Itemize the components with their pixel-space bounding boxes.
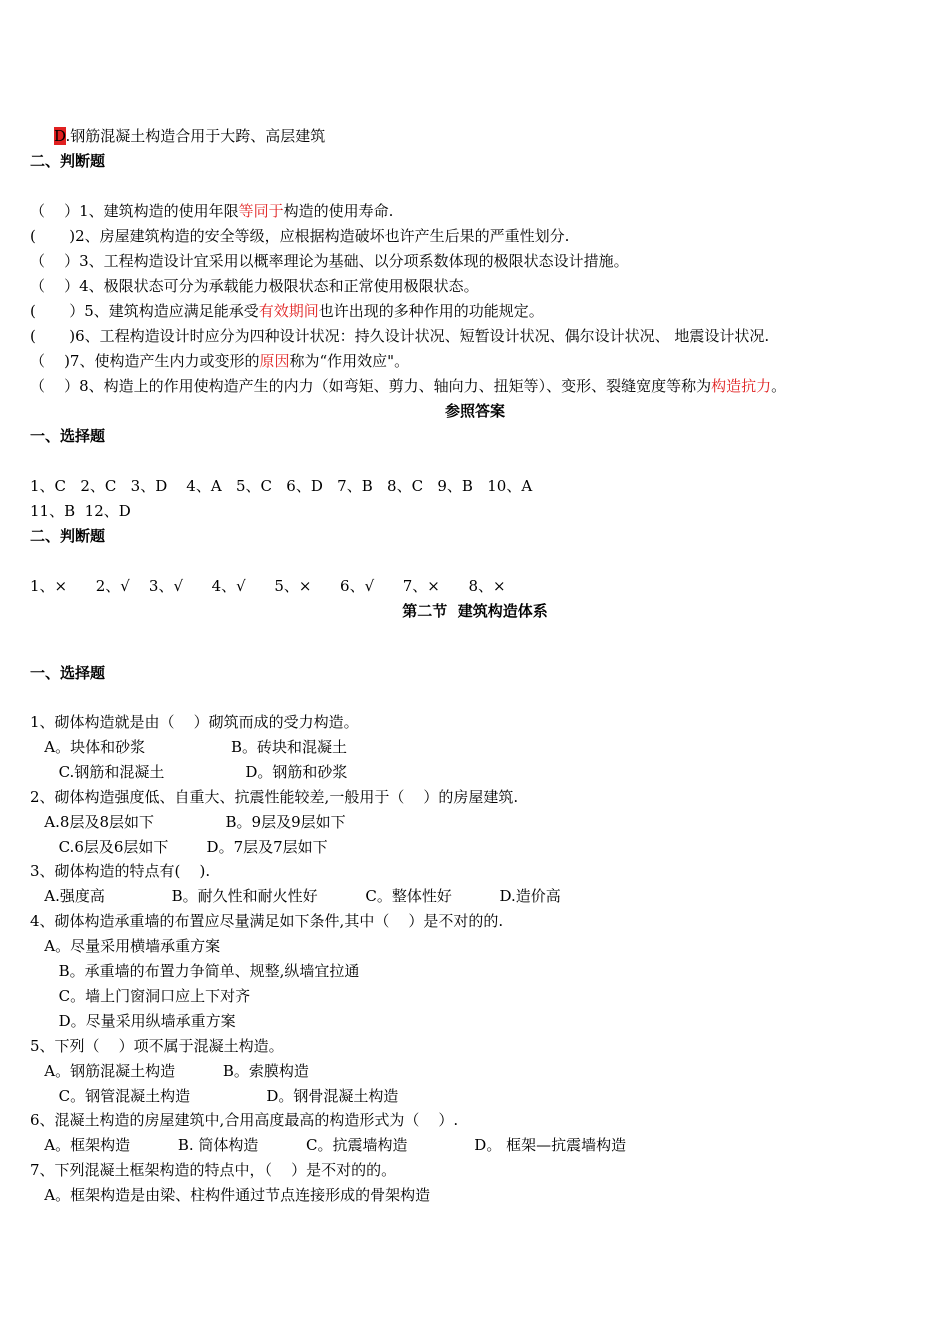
question-line: 4、砌体构造承重墙的布置应尽量满足如下条件,其中（ ）是不对的的. [30, 912, 504, 930]
question-text: （ )7、使构造产生内力或变形的 [30, 352, 260, 370]
answer-option-line: A。钢筋混凝土构造 B。索膜构造 [30, 1062, 309, 1080]
section-heading-judge: 二、判断题 [30, 527, 106, 545]
question-text: 也许出现的多种作用的功能规定。 [318, 302, 544, 320]
highlighted-text: 等同于 [238, 202, 284, 220]
judge-question [30, 201, 393, 221]
question-line: 7、下列混凝土框架构造的特点中，（ ）是不对的的。 [30, 1161, 397, 1179]
answer-option-line: C。墙上门窗洞口应上下对齐 [30, 987, 251, 1005]
chapter-title: 第二节 建筑构造体系 [402, 602, 548, 620]
answer-option-line: A.8层及8层如下 B。9层及9层如下 [30, 813, 346, 831]
question-line: 5、下列（ ）项不属于混凝土构造。 [30, 1037, 284, 1055]
judge-question [30, 351, 409, 371]
highlighted-text: 有效期间 [258, 302, 319, 320]
answer-option-line: A。块体和砂浆 B。砖块和混凝土 [30, 738, 347, 756]
answer-option-line: D。尽量采用纵墙承重方案 [30, 1012, 236, 1030]
question-line: 2、砌体构造强度低、自重大、抗震性能较差,一般用于（ ）的房屋建筑. [30, 788, 519, 806]
judge-question [30, 251, 629, 271]
question-text: 。 [771, 377, 787, 395]
question-line: 3、砌体构造的特点有( ). [30, 862, 211, 880]
judge-question [30, 376, 786, 396]
highlighted-marker: D [54, 127, 66, 145]
judge-question [30, 226, 569, 246]
choice-answers-line: 11、B 12、D [30, 502, 131, 520]
section-heading-judge: 二、判断题 [30, 152, 106, 170]
judge-answers-line: 1、× 2、√ 3、√ 4、√ 5、× 6、√ 7、× 8、× [30, 577, 506, 595]
question-line: 1、砌体构造就是由（ ）砌筑而成的受力构造。 [30, 713, 359, 731]
question-text: （ ）1、建筑构造的使用年限 [30, 202, 239, 220]
choice-answers-line: 1、C 2、C 3、D 4、A 5、C 6、D 7、B 8、C 9、B 10、A [30, 477, 533, 495]
section-heading-choice: 一、选择题 [30, 664, 106, 682]
answer-option-line: C。钢管混凝土构造 D。钢骨混凝土构造 [30, 1087, 399, 1105]
answer-option-line: A。尽量采用横墙承重方案 [30, 937, 221, 955]
question-text: 称为“作用效应"。 [289, 352, 410, 370]
question-text: （ ）4、极限状态可分为承载能力极限状态和正常使用极限状态。 [30, 277, 479, 295]
answer-option-line: C.6层及6层如下 D。7层及7层如下 [30, 838, 328, 856]
question-text: ( )2、房屋建筑构造的安全等级，应根据构造破坏也许产生后果的严重性划分. [30, 227, 570, 245]
answer-option-line: C.钢筋和混凝土 D。钢筋和砂浆 [30, 763, 348, 781]
question-text: ( )6、工程构造设计时应分为四种设计状况：持久设计状况、短暂设计状况、偶尔设计状况、 地震设计状况. [30, 327, 770, 345]
question-text: （ ）8、构造上的作用使构造产生的内力（如弯矩、剪力、轴向力、扭矩等）、变形、裂缝宽度等称为 [30, 377, 712, 395]
answer-option-line: A。框架构造 B. 筒体构造 C。抗震墙构造 D。 框架—抗震墙构造 [30, 1136, 627, 1154]
option-line-d [54, 126, 325, 146]
judge-question [30, 276, 479, 296]
highlighted-text: 构造抗力 [711, 377, 772, 395]
question-line: 6、混凝土构造的房屋建筑中,合用高度最高的构造形式为（ ）. [30, 1111, 459, 1129]
judge-question [30, 301, 544, 321]
judge-question [30, 326, 769, 346]
option-text: .钢筋混凝土构造合用于大跨、高层建筑 [65, 127, 326, 145]
answer-option-line: B。承重墙的布置力争简单、规整,纵墙宜拉通 [30, 962, 360, 980]
section-heading-choice: 一、选择题 [30, 427, 106, 445]
question-text: ( ）5、建筑构造应满足能承受 [30, 302, 259, 320]
answer-option-line: A。框架构造是由梁、柱构件通过节点连接形成的骨架构造 [30, 1186, 431, 1204]
question-text: 构造的使用寿命. [283, 202, 394, 220]
question-text: （ ）3、工程构造设计宜采用以概率理论为基础、以分项系数体现的极限状态设计措施。 [30, 252, 629, 270]
answers-title: 参照答案 [444, 402, 505, 420]
answer-option-line: A.强度高 B。耐久性和耐火性好 C。整体性好 D.造价高 [30, 887, 561, 905]
highlighted-text: 原因 [259, 352, 290, 370]
